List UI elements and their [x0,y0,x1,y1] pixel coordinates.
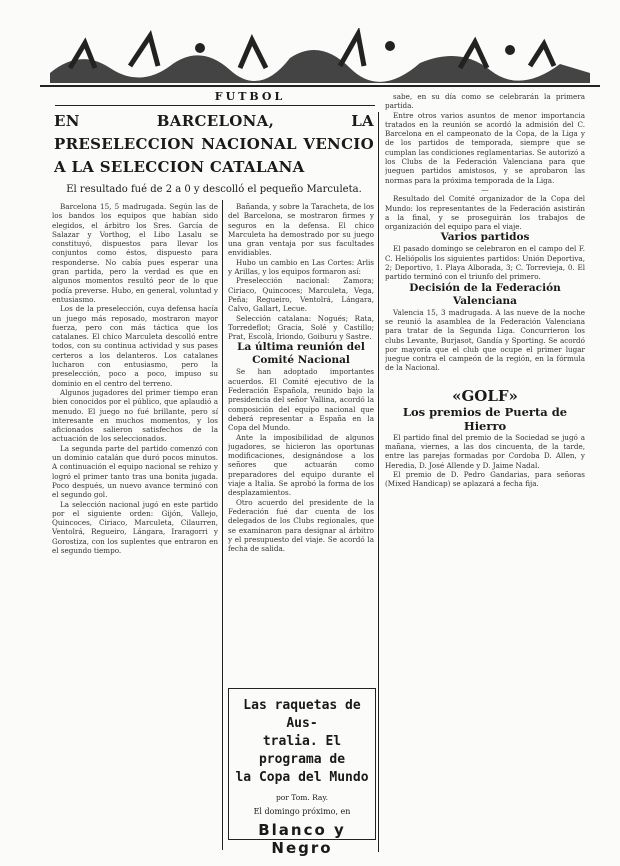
column-3 [385,92,585,852]
paragraph: Hubo un cambio en Las Cortes: Arlis y Arillas, y los equipos formaron así: [228,257,374,277]
paragraph: Los de la preselección, cuya defensa hacía un juego más reposado, mostraron mayor fuerza, pero con más táctica que los catalanes. El chico Marculeta descolló entre todos, con su continua actividad y sus pases certeros a los delanteros. Los catalanes lucharon con entusiasmo, pero la preselección, poco a poco, impuso su dominio en el centro del terreno. [52,304,218,388]
section-title: FUTBOL [214,90,286,103]
ad-byline: por Tom. Ray. [275,793,329,802]
paragraph: sabe, en su día como se celebrarán la primera partida. [385,92,585,111]
ad-line: la Copa del Mundo [235,770,369,785]
paragraph: El pasado domingo se celebraron en el campo del F. C. Heliópolis los siguientes partidos: Unión Deportiva, 2; Deportivo, 1. Playa Alborada, 3; C. Torrevieja, 0. El partido terminó con el triunfo del primero. [385,244,585,282]
advertisement-box [228,688,376,857]
paragraph: Otro acuerdo del presidente de la Federación fué dar cuenta de los delegados de los Clubs regionales, que se examinaron para designar al árbitro y el presupuesto del viaje. Se acordó la fecha de salida. [228,497,374,554]
ad-magazine-name: Blanco y Negro [258,821,346,857]
paragraph: La selección nacional jugó en este partido por el siguiente orden: Gijón, Vallejo, Quincoces, Ciriaco, Marculeta, Cilaurren, Ventolrá, Regueiro, Lángara, Iraragorri y Gorostiza, con los suplentes que entraron en el segundo tiempo. [52,499,218,555]
article-heading: Varios partidos [440,231,530,244]
article-heading: Decisión de la Federación Valenciana [409,281,561,307]
section-heading-golf: «GOLF» [452,386,518,405]
paragraph: Selección catalana: Nogués; Rata, Torredeflot; Gracia, Solé y Castillo; Prat, Escolà, Iriondo, Goiburu y Sastre. [228,313,374,342]
ad-line: tralia. El programa de [258,734,346,767]
paragraph: Preselección nacional: Zamora; Ciriaco, Quincoces; Marculeta, Vega, Peña; Regueiro, Ventolrá, Lángara, Calvo, Gallart, Lecue. [228,276,374,314]
paragraph: Entre otros varios asuntos de menor importancia tratados en la reunión se acordó la admisión del C. Barcelona en el campeonato de la Copa, de la Liga y de los partidos de temporada, siempre que se cumplan las condiciones reglamentarias. Se autorizó a los Clubs de la Federación Valenciana para que jueguen partidos amistosos, y se aprobaron las normas para la próxima temporada de la Liga. [385,110,585,185]
ad-line: Las raquetas de Aus- [243,698,361,731]
subtitle: El resultado fué de 2 a 0 y descolló el pequeño Marculeta. [66,184,362,195]
ad-headline [229,697,375,787]
ad-promo: El domingo próximo, en [253,807,351,816]
column-2 [228,202,374,685]
paragraph: La segunda parte del partido comenzó con un dominio catalán que duró pocos minutos. A continuación el equipo nacional se rehizo y logró el primer tanto tras una bonita jugada. Poco después, un nuevo avance terminó con el segundo gol. [52,443,218,500]
paragraph: Valencia 15, 3 madrugada. A las nueve de la noche se reunió la asamblea de la Federación Valenciana para tratar de la Segunda Liga. Concurrieron los clubs Levante, Burjasot, Gandía y Sporting. Se acordó por mayoría que el club que ocupe el primer lugar juegue contra el campeón de la región, en la fórmula de la Nacional. [385,307,585,373]
paragraph: Se han adoptado importantes acuerdos. El Comité ejecutivo de la Federación Española, reunido bajo la presidencia del señor Vallina, acordó la composición del equipo nacional que deberá representar a España en la Copa del Mundo. [228,367,374,433]
paragraph: Bañanda, y sobre la Taracheta, de los del Barcelona, se mostraron firmes y seguros en la defensa. El chico Marculeta ha demostrado por su juego una gran ventaja por sus facultades envidiables. [228,202,374,258]
article-heading: La última reunión del Comité Nacional [237,341,365,367]
sports-illustration-banner [40,28,600,88]
paragraph: Ante la imposibilidad de algunos jugadores, se hicieron las oportunas modificaciones, designándose a los señores que actuarán como preparadores del equipo durante el viaje a Italia. Se aprobó la forma de los desplazamientos. [228,432,374,498]
paragraph: Barcelona 15, 5 madrugada. Según las de los bandos los equipos que habían sido elegidos, el árbitro los Sres. García de Salazar y Vorthog, el Libo Lasalu se constituyó, dispuestos para llevar los conjuntos como éstos, dispuesto para responderse. No cabía pues esperar una gran partida, pero la verdad es que en algunos momentos resultó peor de lo que podía preverse. Hubo, en general, voluntad y entusiasmo. [52,202,218,304]
paragraph: El premio de D. Pedro Gandarias, para señoras (Mixed Handicap) se aplazará a fecha fija. [385,469,585,489]
paragraph: Algunos jugadores del primer tiempo eran bien conocidos por el público, que aplaudió a menudo. El juego no fué brillante, pero sí interesante en muchos momentos, y los aficionados salieron satisfechos de la actuación de los seleccionados. [52,387,218,444]
column-1 [52,202,218,852]
headline: EN BARCELONA, LA PRESELECCION NACIONAL VENCIO A LA SELECCION CATALANA [54,112,374,176]
article-heading: Los premios de Puerta de Hierro [402,404,568,433]
separator-dash: — [481,184,489,194]
paragraph: El partido final del premio de la Sociedad se jugó a mañana, viernes, a las dos cincuenta, de la tarde, entre las parejas formadas por Cordoba D. Allen, y Heredia, D. José Allende y D. Jaime Nadal. [385,432,585,470]
paragraph: Resultado del Comité organizador de la Copa del Mundo: los representantes de la Federación asistirán a la final, y se proseguirán los trabajos de organización del equipo para el viaje. [385,194,585,232]
